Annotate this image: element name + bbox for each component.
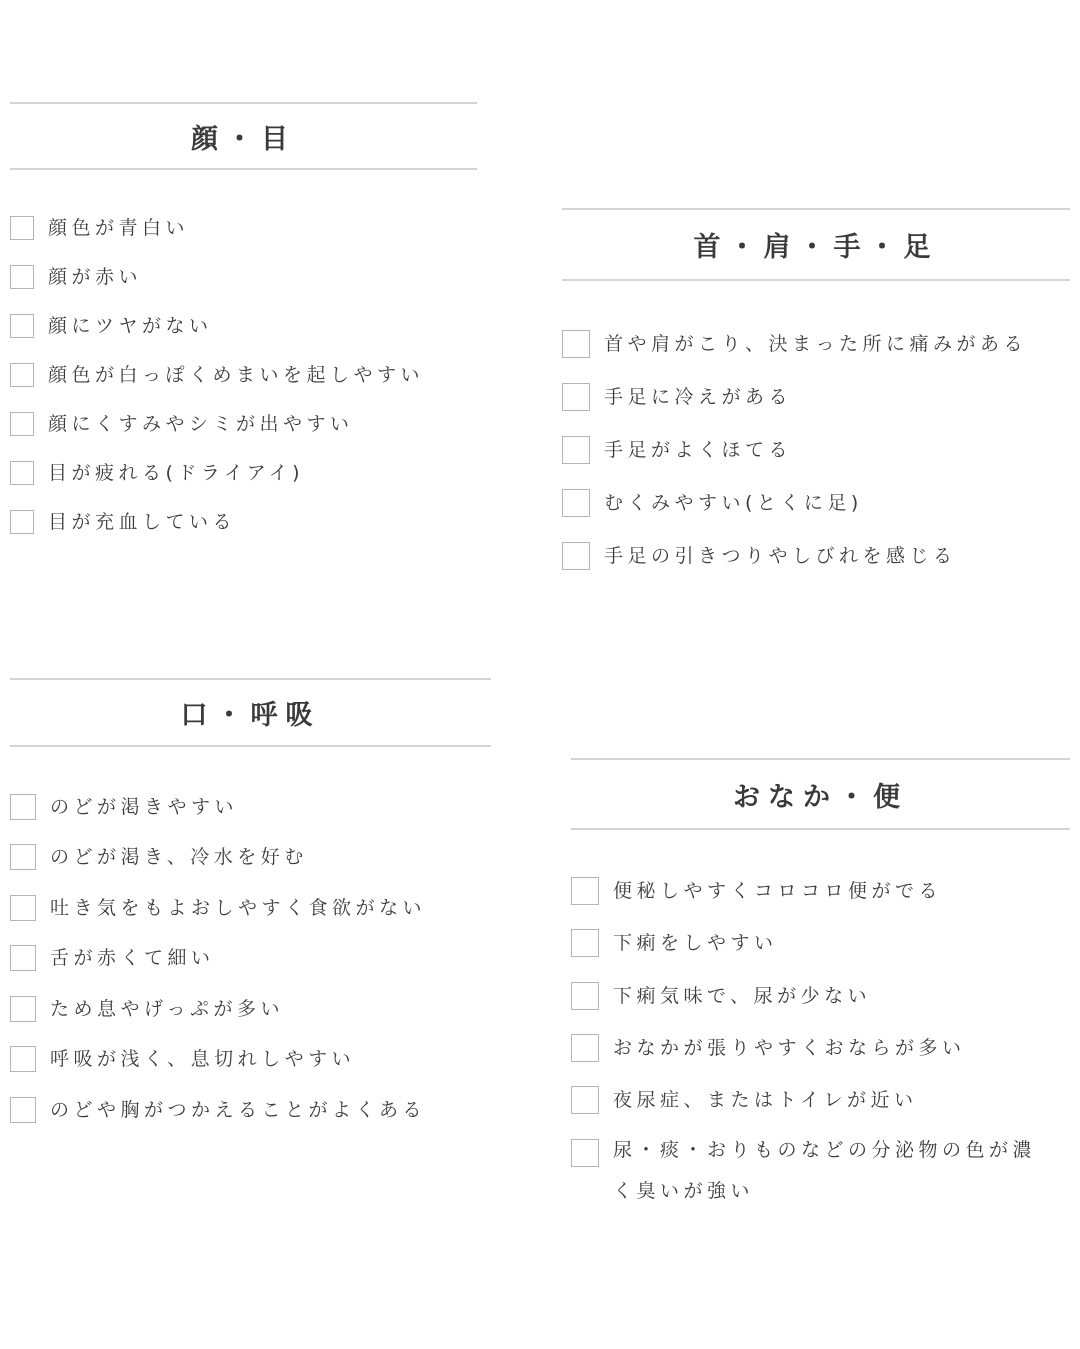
section-face-eyes <box>10 102 477 546</box>
checklist-item-label: 手足がよくほてる <box>604 439 793 461</box>
checkbox[interactable] <box>10 996 36 1022</box>
checklist-item-label: 顔色が青白い <box>48 217 190 239</box>
checklist-item-label: 顔が赤い <box>48 266 143 288</box>
checklist-item[interactable] <box>10 895 426 921</box>
checklist-item-label: のどが渇きやすい <box>50 796 239 818</box>
checklist-item-label: 手足の引きつりやしびれを感じる <box>604 545 957 567</box>
checklist-item-label: 首や肩がこり、決まった所に痛みがある <box>604 333 1028 355</box>
checklist-item-label: 下痢をしやすい <box>613 932 778 954</box>
checkbox[interactable] <box>562 330 590 358</box>
checkbox[interactable] <box>571 877 599 905</box>
section-title: 顔・目 <box>191 123 296 155</box>
checkbox[interactable] <box>10 1046 36 1072</box>
checklist <box>562 330 1070 580</box>
checklist-item[interactable] <box>571 1139 1053 1212</box>
checklist-item-label: のどや胸がつかえることがよくある <box>50 1099 427 1121</box>
section-header <box>562 208 1070 281</box>
checklist-item[interactable] <box>562 542 957 570</box>
checklist-item-label: 目が充血している <box>48 511 237 533</box>
checklist-item-label: 顔にくすみやシミが出やすい <box>48 413 354 435</box>
section-title: 口・呼吸 <box>180 700 321 731</box>
checkbox[interactable] <box>10 794 36 820</box>
checkbox[interactable] <box>562 542 590 570</box>
checklist-item-label: 顔にツヤがない <box>48 315 213 337</box>
checklist-item[interactable] <box>10 412 354 436</box>
checklist <box>10 216 477 546</box>
section-header <box>10 102 477 170</box>
checklist-item[interactable] <box>10 1046 355 1072</box>
checklist-item-label: 呼吸が浅く、息切れしやすい <box>50 1048 356 1070</box>
checklist-item[interactable] <box>562 330 1027 358</box>
checklist-item-label: おなかが張りやすくおならが多い <box>613 1037 966 1059</box>
checklist-item[interactable] <box>10 363 424 387</box>
checklist-item[interactable] <box>10 945 215 971</box>
checklist-item[interactable] <box>10 1097 426 1123</box>
checklist-item[interactable] <box>562 489 863 517</box>
checklist-item[interactable] <box>10 461 304 485</box>
checkbox[interactable] <box>571 929 599 957</box>
checklist-item-label: 夜尿症、またはトイレが近い <box>613 1089 918 1111</box>
checkbox[interactable] <box>562 383 590 411</box>
checklist-item[interactable] <box>571 1086 918 1114</box>
section-neck-shoulders-hands-feet <box>562 208 1070 580</box>
checkbox[interactable] <box>562 436 590 464</box>
section-mouth-breathing <box>10 678 491 1134</box>
checkbox[interactable] <box>10 314 34 338</box>
checklist-item[interactable] <box>10 996 284 1022</box>
checklist-item[interactable] <box>10 844 308 870</box>
checklist-item[interactable] <box>10 216 189 240</box>
section-title: おなか・便 <box>733 781 908 813</box>
section-header <box>10 678 491 747</box>
checklist-item-label: 尿・痰・おりものなどの分泌物の色が濃く臭いが強い <box>613 1139 1037 1202</box>
checkbox[interactable] <box>10 461 34 485</box>
checklist-item-label: 便秘しやすくコロコロ便がでる <box>613 880 943 902</box>
section-title: 首・肩・手・足 <box>693 232 939 263</box>
checkbox[interactable] <box>10 1097 36 1123</box>
checklist-item-label: ため息やげっぷが多い <box>50 998 285 1020</box>
checkbox[interactable] <box>10 216 34 240</box>
checkbox[interactable] <box>10 510 34 534</box>
checkbox[interactable] <box>562 489 590 517</box>
checklist <box>10 794 491 1134</box>
checklist <box>571 877 1070 1217</box>
checklist-item[interactable] <box>562 383 792 411</box>
checkbox[interactable] <box>571 1139 599 1167</box>
checklist-item[interactable] <box>571 1034 966 1062</box>
checklist-item-label: 目が疲れる(ドライアイ) <box>48 462 304 484</box>
checklist-item[interactable] <box>10 794 238 820</box>
checklist-item[interactable] <box>562 436 792 464</box>
checklist-item-label: 舌が赤くて細い <box>50 947 215 969</box>
checklist-item-label: 下痢気味で、尿が少ない <box>613 985 872 1007</box>
checkbox[interactable] <box>10 844 36 870</box>
checklist-item[interactable] <box>571 929 778 957</box>
checkbox[interactable] <box>10 945 36 971</box>
checkbox[interactable] <box>10 412 34 436</box>
checklist-item-label: のどが渇き、冷水を好む <box>50 846 308 868</box>
section-header <box>571 758 1070 830</box>
checkbox[interactable] <box>571 1034 599 1062</box>
section-belly-stool <box>571 758 1070 1217</box>
checklist-item[interactable] <box>10 265 142 289</box>
checklist-item-label: むくみやすい(とくに足) <box>604 492 863 514</box>
checklist-item-label: 手足に冷えがある <box>604 386 793 408</box>
checklist-item[interactable] <box>10 510 236 534</box>
checklist-item-label: 吐き気をもよおしやすく食欲がない <box>50 897 427 919</box>
checklist-item[interactable] <box>571 982 871 1010</box>
checkbox[interactable] <box>571 982 599 1010</box>
checkbox[interactable] <box>10 363 34 387</box>
checkbox[interactable] <box>571 1086 599 1114</box>
checkbox[interactable] <box>10 895 36 921</box>
checklist-item[interactable] <box>571 877 942 905</box>
checklist-item-label: 顔色が白っぽくめまいを起しやすい <box>48 364 425 386</box>
checklist-item[interactable] <box>10 314 213 338</box>
checkbox[interactable] <box>10 265 34 289</box>
